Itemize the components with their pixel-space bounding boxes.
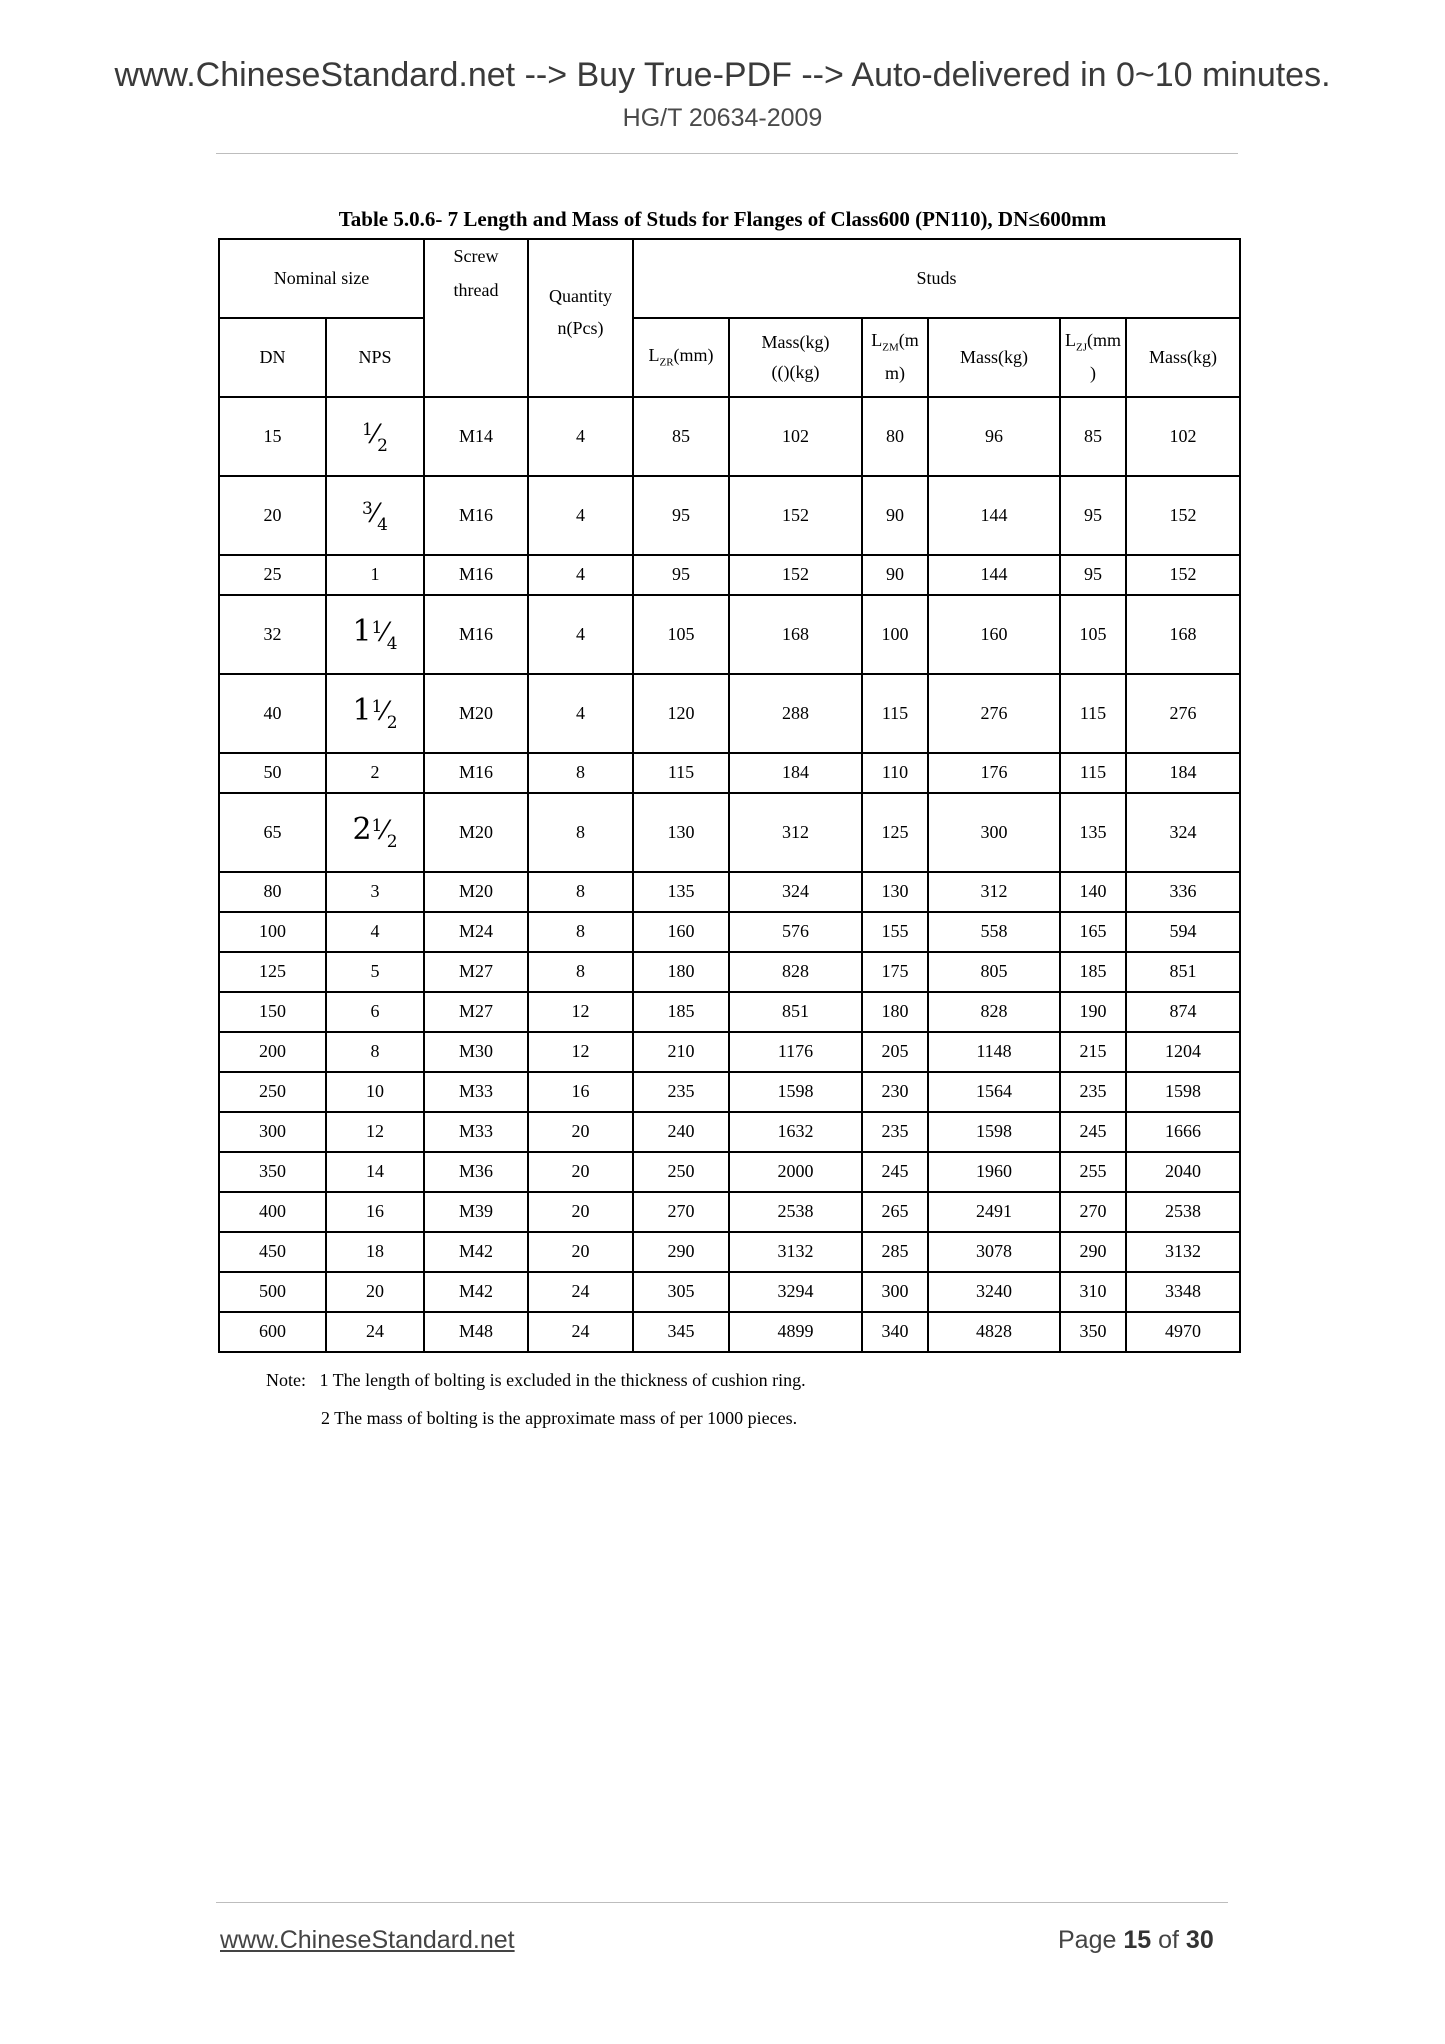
cell-qty: 8 (528, 793, 633, 872)
cell-mass-zj: 184 (1126, 753, 1240, 793)
cell-mass-zm: 3240 (928, 1272, 1060, 1312)
cell-qty: 4 (528, 595, 633, 674)
cell-lzm: 110 (862, 753, 928, 793)
header-screw-thread (424, 239, 528, 397)
cell-lzm: 300 (862, 1272, 928, 1312)
cell-mass-zm: 1598 (928, 1112, 1060, 1152)
cell-mass-zj: 1204 (1126, 1032, 1240, 1072)
studs-table (218, 238, 1241, 1353)
cell-thread: M48 (424, 1312, 528, 1352)
table-row (219, 793, 1240, 872)
cell-nps: 8 (326, 1032, 424, 1072)
note-2: 2 The mass of bolting is the approximate mass of per 1000 pieces. (321, 1408, 798, 1428)
cell-mass-zj: 4970 (1126, 1312, 1240, 1352)
header-lzm (862, 318, 928, 397)
note-1-text: 1 The length of bolting is excluded in the thickness of cushion ring. (319, 1370, 806, 1390)
cell-mass-zr: 152 (729, 476, 862, 555)
cell-mass-zm: 558 (928, 912, 1060, 952)
page-word: Page (1058, 1926, 1117, 1954)
header-screw-line2: thread (453, 279, 499, 300)
table-row (219, 674, 1240, 753)
table-row (219, 1072, 1240, 1112)
table-row (219, 1312, 1240, 1352)
cell-thread: M36 (424, 1152, 528, 1192)
cell-nps (326, 793, 424, 872)
cell-thread: M33 (424, 1072, 528, 1112)
header-lzj-sub: ZJ (1076, 341, 1088, 354)
cell-nps (326, 397, 424, 476)
cell-dn: 32 (219, 595, 326, 674)
cell-qty: 8 (528, 872, 633, 912)
cell-mass-zm: 96 (928, 397, 1060, 476)
header-nominal-size: Nominal size (219, 239, 424, 318)
cell-mass-zj: 152 (1126, 555, 1240, 595)
table-row (219, 555, 1240, 595)
cell-lzr: 235 (633, 1072, 729, 1112)
cell-lzr: 95 (633, 555, 729, 595)
cell-lzr: 290 (633, 1232, 729, 1272)
header-mass-zr-line2: (()(kg) (771, 361, 820, 382)
header-mass-zr (729, 318, 862, 397)
cell-mass-zm: 1564 (928, 1072, 1060, 1112)
cell-dn: 300 (219, 1112, 326, 1152)
cell-mass-zj: 874 (1126, 992, 1240, 1032)
cell-qty: 8 (528, 952, 633, 992)
header-mass-zr-line1: Mass(kg) (761, 331, 830, 352)
cell-qty: 20 (528, 1192, 633, 1232)
cell-mass-zj: 102 (1126, 397, 1240, 476)
cell-mass-zr: 288 (729, 674, 862, 753)
cell-lzm: 235 (862, 1112, 928, 1152)
cell-lzm: 125 (862, 793, 928, 872)
cell-dn: 80 (219, 872, 326, 912)
cell-lzr: 250 (633, 1152, 729, 1192)
cell-thread: M20 (424, 793, 528, 872)
cell-lzr: 130 (633, 793, 729, 872)
cell-nps: 10 (326, 1072, 424, 1112)
cell-mass-zj: 1598 (1126, 1072, 1240, 1112)
cell-dn: 450 (219, 1232, 326, 1272)
cell-thread: M14 (424, 397, 528, 476)
cell-mass-zr: 2538 (729, 1192, 862, 1232)
cell-mass-zr: 828 (729, 952, 862, 992)
cell-qty: 20 (528, 1152, 633, 1192)
cell-mass-zj: 2040 (1126, 1152, 1240, 1192)
cell-mass-zm: 176 (928, 753, 1060, 793)
cell-qty: 4 (528, 674, 633, 753)
cell-nps: 4 (326, 912, 424, 952)
of-word: of (1158, 1926, 1179, 1954)
cell-nps: 24 (326, 1312, 424, 1352)
cell-mass-zr: 152 (729, 555, 862, 595)
header-dn: DN (219, 318, 326, 397)
cell-lzr: 270 (633, 1192, 729, 1232)
cell-nps: 18 (326, 1232, 424, 1272)
cell-dn: 40 (219, 674, 326, 753)
cell-dn: 25 (219, 555, 326, 595)
nps-fraction: $^3⁄_4$ (362, 499, 388, 536)
cell-mass-zr: 851 (729, 992, 862, 1032)
cell-mass-zm: 144 (928, 476, 1060, 555)
header-lzr (633, 318, 729, 397)
cell-lzm: 90 (862, 555, 928, 595)
cell-nps (326, 595, 424, 674)
cell-mass-zr: 312 (729, 793, 862, 872)
cell-thread: M24 (424, 912, 528, 952)
cell-mass-zj: 3132 (1126, 1232, 1240, 1272)
cell-lzj: 185 (1060, 952, 1126, 992)
cell-thread: M27 (424, 992, 528, 1032)
page-total: 30 (1185, 1926, 1214, 1954)
cell-mass-zj: 168 (1126, 595, 1240, 674)
cell-dn: 15 (219, 397, 326, 476)
nps-fraction: $1^1⁄_4$ (352, 614, 398, 655)
cell-dn: 65 (219, 793, 326, 872)
cell-thread: M42 (424, 1232, 528, 1272)
cell-mass-zr: 576 (729, 912, 862, 952)
header-screw-line1: Screw (453, 246, 499, 266)
table-row (219, 872, 1240, 912)
cell-thread: M20 (424, 674, 528, 753)
header-mass-zm: Mass(kg) (928, 318, 1060, 397)
cell-mass-zr: 1176 (729, 1032, 862, 1072)
cell-lzj: 95 (1060, 476, 1126, 555)
cell-mass-zr: 102 (729, 397, 862, 476)
cell-lzj: 115 (1060, 753, 1126, 793)
cell-dn: 50 (219, 753, 326, 793)
footer-site-link[interactable]: www.ChineseStandard.net (220, 1926, 515, 1954)
cell-nps: 5 (326, 952, 424, 992)
cell-thread: M39 (424, 1192, 528, 1232)
page-indicator (1058, 1926, 1214, 1955)
cell-nps: 20 (326, 1272, 424, 1312)
cell-qty: 8 (528, 912, 633, 952)
cell-mass-zr: 3132 (729, 1232, 862, 1272)
cell-lzj: 95 (1060, 555, 1126, 595)
cell-lzm: 130 (862, 872, 928, 912)
cell-mass-zm: 4828 (928, 1312, 1060, 1352)
cell-lzj: 115 (1060, 674, 1126, 753)
cell-lzr: 135 (633, 872, 729, 912)
cell-lzm: 285 (862, 1232, 928, 1272)
table-row (219, 952, 1240, 992)
table-row (219, 1232, 1240, 1272)
header-lzm-unit1: (m (898, 330, 919, 351)
cell-dn: 150 (219, 992, 326, 1032)
header-lzj (1060, 318, 1126, 397)
cell-qty: 4 (528, 476, 633, 555)
header-nps: NPS (326, 318, 424, 397)
header-divider (216, 153, 1238, 154)
cell-lzr: 185 (633, 992, 729, 1032)
header-lzr-unit: (mm) (673, 345, 714, 366)
cell-lzm: 340 (862, 1312, 928, 1352)
cell-thread: M16 (424, 595, 528, 674)
cell-dn: 350 (219, 1152, 326, 1192)
cell-thread: M16 (424, 555, 528, 595)
table-row (219, 1192, 1240, 1232)
cell-thread: M16 (424, 476, 528, 555)
cell-mass-zj: 276 (1126, 674, 1240, 753)
cell-qty: 4 (528, 397, 633, 476)
cell-mass-zj: 336 (1126, 872, 1240, 912)
cell-lzm: 205 (862, 1032, 928, 1072)
cell-mass-zm: 276 (928, 674, 1060, 753)
cell-thread: M30 (424, 1032, 528, 1072)
header-lzj-unit2: ) (1090, 363, 1097, 384)
cell-lzj: 165 (1060, 912, 1126, 952)
cell-qty: 12 (528, 1032, 633, 1072)
cell-mass-zm: 2491 (928, 1192, 1060, 1232)
cell-lzm: 265 (862, 1192, 928, 1232)
cell-lzr: 115 (633, 753, 729, 793)
cell-mass-zr: 2000 (729, 1152, 862, 1192)
cell-dn: 400 (219, 1192, 326, 1232)
cell-mass-zj: 3348 (1126, 1272, 1240, 1312)
header-lzm-unit2: m) (885, 363, 906, 384)
table-row (219, 992, 1240, 1032)
cell-nps (326, 674, 424, 753)
cell-qty: 24 (528, 1272, 633, 1312)
cell-lzr: 240 (633, 1112, 729, 1152)
header-studs: Studs (633, 239, 1240, 318)
table-row (219, 397, 1240, 476)
header-quantity (528, 239, 633, 397)
header-lzr-l: L (648, 345, 660, 366)
cell-nps: 1 (326, 555, 424, 595)
table-caption: Table 5.0.6- 7 Length and Mass of Studs for Flanges of Class600 (PN110), DN≤600mm (338, 207, 1107, 231)
cell-mass-zm: 805 (928, 952, 1060, 992)
cell-qty: 24 (528, 1312, 633, 1352)
cell-lzj: 135 (1060, 793, 1126, 872)
cell-lzr: 95 (633, 476, 729, 555)
cell-lzj: 215 (1060, 1032, 1126, 1072)
cell-lzm: 180 (862, 992, 928, 1032)
cell-mass-zm: 1148 (928, 1032, 1060, 1072)
nps-fraction: $2^1⁄_2$ (352, 812, 398, 853)
cell-dn: 600 (219, 1312, 326, 1352)
table-row (219, 476, 1240, 555)
cell-lzr: 305 (633, 1272, 729, 1312)
cell-qty: 8 (528, 753, 633, 793)
cell-mass-zm: 312 (928, 872, 1060, 912)
cell-lzr: 160 (633, 912, 729, 952)
cell-lzj: 255 (1060, 1152, 1126, 1192)
footer-divider (216, 1902, 1228, 1903)
cell-lzr: 105 (633, 595, 729, 674)
header-quantity-line2: n(Pcs) (557, 317, 604, 338)
cell-dn: 100 (219, 912, 326, 952)
cell-lzm: 245 (862, 1152, 928, 1192)
cell-lzm: 230 (862, 1072, 928, 1112)
cell-mass-zr: 324 (729, 872, 862, 912)
header-lzm-l: L (871, 330, 883, 351)
cell-qty: 16 (528, 1072, 633, 1112)
cell-lzm: 115 (862, 674, 928, 753)
nps-fraction: $^1⁄_2$ (362, 420, 388, 457)
cell-lzj: 85 (1060, 397, 1126, 476)
table-row (219, 1152, 1240, 1192)
cell-mass-zr: 1632 (729, 1112, 862, 1152)
cell-mass-zj: 2538 (1126, 1192, 1240, 1232)
cell-dn: 250 (219, 1072, 326, 1112)
cell-nps: 3 (326, 872, 424, 912)
header-lzm-sub: ZM (882, 341, 899, 354)
standard-number: HG/T 20634-2009 (622, 104, 823, 132)
cell-lzm: 90 (862, 476, 928, 555)
cell-lzm: 100 (862, 595, 928, 674)
cell-lzj: 190 (1060, 992, 1126, 1032)
cell-mass-zr: 168 (729, 595, 862, 674)
table-row (219, 1112, 1240, 1152)
cell-nps: 16 (326, 1192, 424, 1232)
cell-nps: 6 (326, 992, 424, 1032)
cell-lzj: 310 (1060, 1272, 1126, 1312)
cell-mass-zm: 300 (928, 793, 1060, 872)
cell-mass-zr: 3294 (729, 1272, 862, 1312)
cell-mass-zm: 160 (928, 595, 1060, 674)
cell-nps: 2 (326, 753, 424, 793)
header-mass-zj: Mass(kg) (1126, 318, 1240, 397)
cell-mass-zj: 324 (1126, 793, 1240, 872)
cell-nps (326, 476, 424, 555)
cell-lzj: 140 (1060, 872, 1126, 912)
table-row (219, 753, 1240, 793)
cell-lzr: 180 (633, 952, 729, 992)
cell-lzr: 120 (633, 674, 729, 753)
cell-lzj: 235 (1060, 1072, 1126, 1112)
cell-mass-zr: 4899 (729, 1312, 862, 1352)
table-row (219, 1032, 1240, 1072)
cell-lzj: 270 (1060, 1192, 1126, 1232)
cell-lzr: 85 (633, 397, 729, 476)
page-number: 15 (1123, 1926, 1152, 1954)
cell-thread: M42 (424, 1272, 528, 1312)
cell-qty: 4 (528, 555, 633, 595)
cell-dn: 500 (219, 1272, 326, 1312)
table-row (219, 912, 1240, 952)
note-label: Note: (266, 1370, 306, 1390)
cell-qty: 12 (528, 992, 633, 1032)
table-row (219, 1272, 1240, 1312)
cell-lzr: 210 (633, 1032, 729, 1072)
cell-mass-zj: 594 (1126, 912, 1240, 952)
cell-mass-zr: 1598 (729, 1072, 862, 1112)
cell-thread: M33 (424, 1112, 528, 1152)
cell-mass-zj: 152 (1126, 476, 1240, 555)
cell-lzj: 105 (1060, 595, 1126, 674)
cell-dn: 200 (219, 1032, 326, 1072)
header-lzj-l: L (1065, 330, 1077, 351)
header-quantity-line1: Quantity (549, 286, 613, 306)
cell-dn: 20 (219, 476, 326, 555)
cell-mass-zr: 184 (729, 753, 862, 793)
header-lzr-sub: ZR (659, 356, 674, 369)
cell-nps: 12 (326, 1112, 424, 1152)
cell-lzj: 290 (1060, 1232, 1126, 1272)
cell-lzm: 80 (862, 397, 928, 476)
cell-thread: M16 (424, 753, 528, 793)
cell-thread: M27 (424, 952, 528, 992)
table-row (219, 595, 1240, 674)
cell-thread: M20 (424, 872, 528, 912)
cell-qty: 20 (528, 1112, 633, 1152)
cell-mass-zm: 144 (928, 555, 1060, 595)
cell-mass-zj: 851 (1126, 952, 1240, 992)
cell-mass-zj: 1666 (1126, 1112, 1240, 1152)
cell-nps: 14 (326, 1152, 424, 1192)
cell-lzm: 175 (862, 952, 928, 992)
cell-qty: 20 (528, 1232, 633, 1272)
cell-lzj: 350 (1060, 1312, 1126, 1352)
cell-lzj: 245 (1060, 1112, 1126, 1152)
cell-lzr: 345 (633, 1312, 729, 1352)
header-banner: www.ChineseStandard.net --> Buy True-PDF --> Auto-delivered in 0~10 minutes. (114, 56, 1331, 94)
cell-mass-zm: 1960 (928, 1152, 1060, 1192)
cell-mass-zm: 828 (928, 992, 1060, 1032)
note-1 (266, 1370, 806, 1391)
nps-fraction: $1^1⁄_2$ (352, 693, 398, 734)
header-lzj-unit1: (mm (1087, 330, 1122, 351)
cell-dn: 125 (219, 952, 326, 992)
cell-lzm: 155 (862, 912, 928, 952)
cell-mass-zm: 3078 (928, 1232, 1060, 1272)
